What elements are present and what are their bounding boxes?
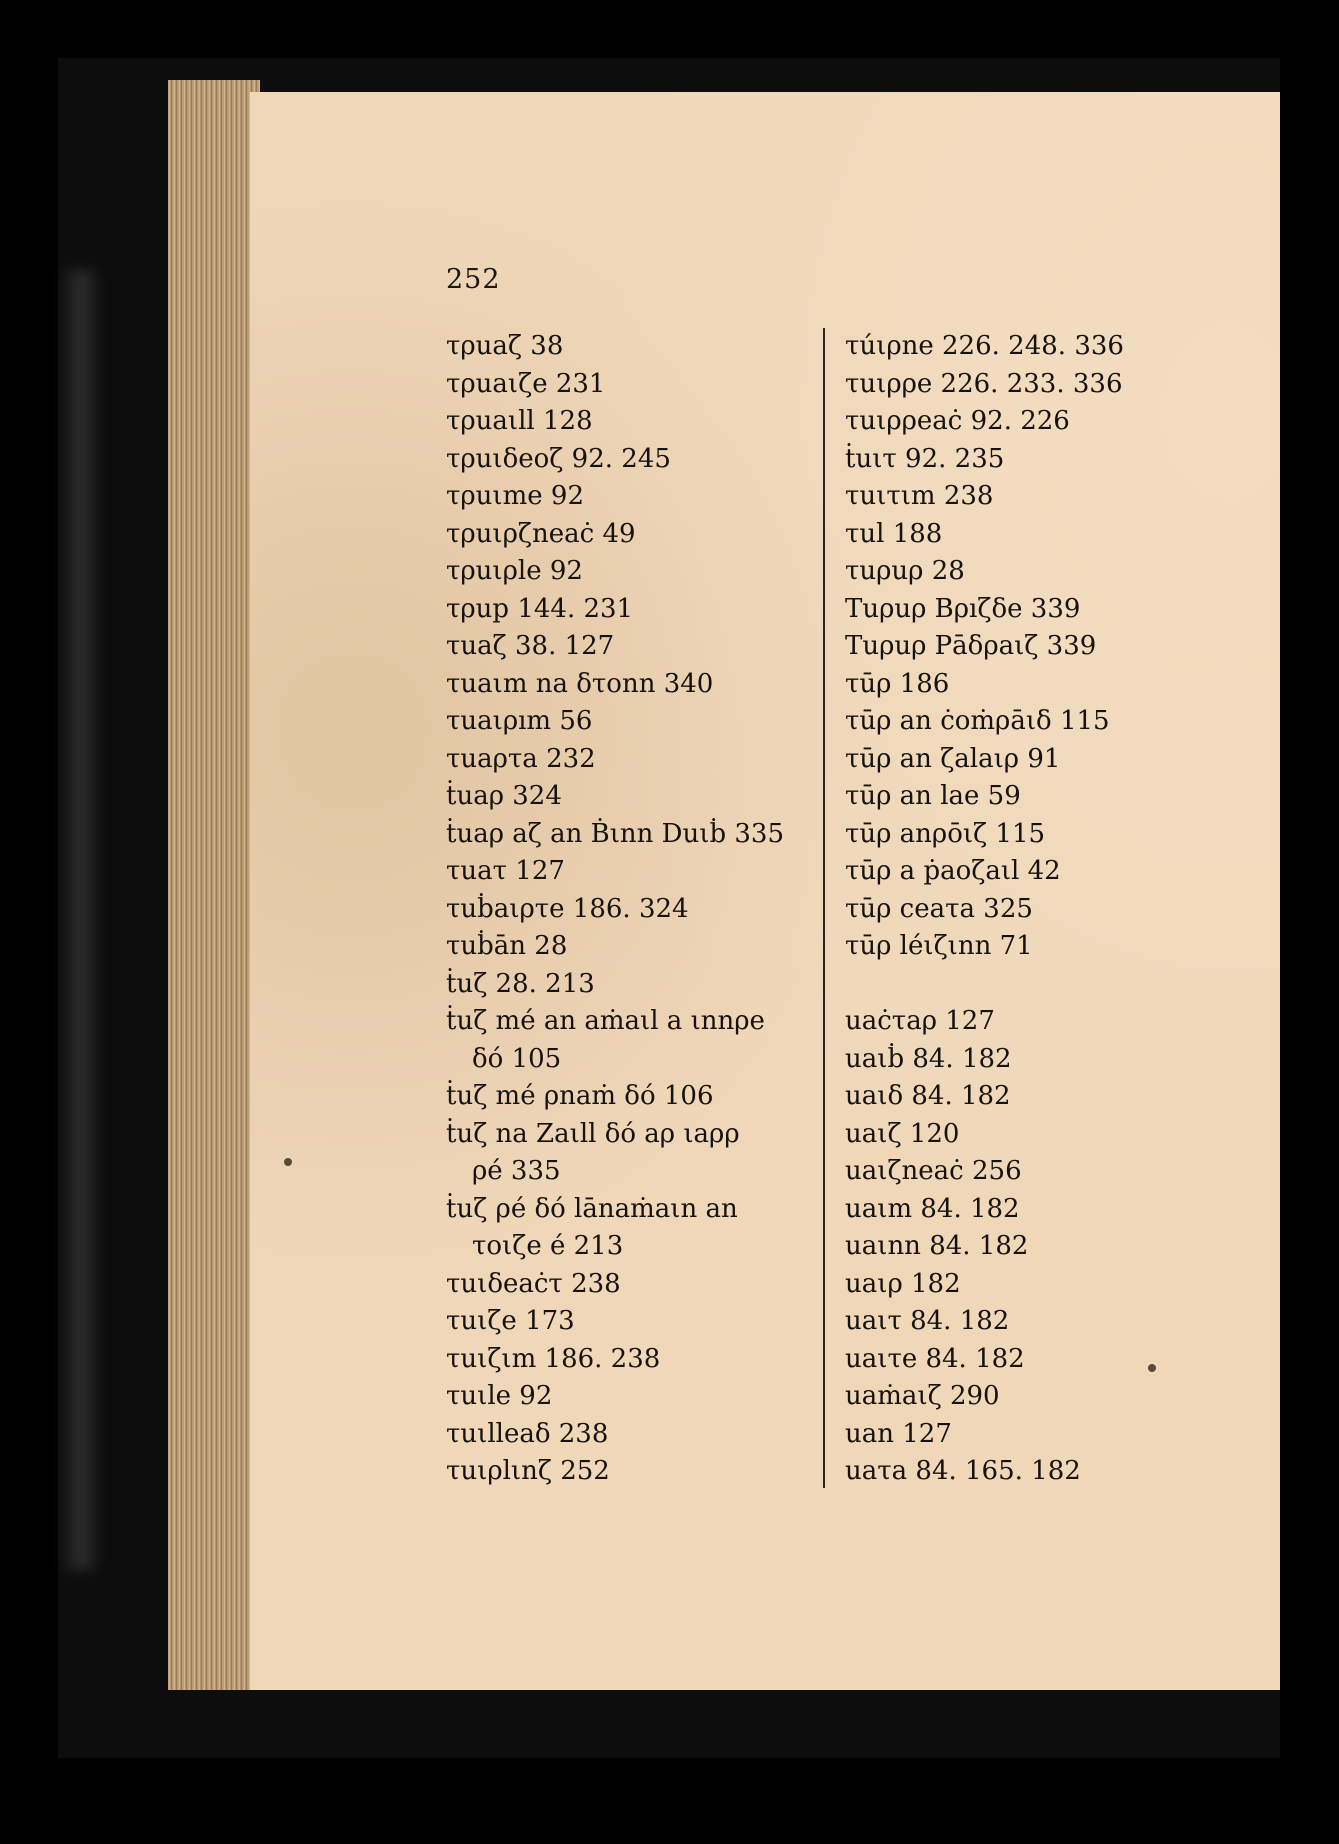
index-entry: τρuιδeoζ 92. 245: [446, 443, 671, 474]
index-entry: uaċτaρ 127: [845, 1006, 995, 1036]
index-entry: ṫuaρ 324: [446, 781, 562, 811]
index-entry: uan 127: [845, 1418, 952, 1449]
book-page-edges: [168, 80, 260, 1690]
index-entry: τūρ 186: [845, 668, 950, 699]
index-entry: ṫuζ 28. 213: [446, 968, 595, 999]
index-entry: ṫuιτ 92. 235: [845, 443, 1005, 474]
index-entry: τρuaιζe 231: [446, 368, 606, 399]
index-entry: τuaιm na δτonn 340: [446, 668, 714, 699]
index-entry: ṫuζ mé ρnaṁ δó 106: [446, 1081, 714, 1111]
paper-speck: [1148, 1364, 1156, 1372]
column-divider: [823, 328, 825, 1488]
index-entry: τūρ anρōιζ 115: [845, 818, 1046, 849]
index-entry: uaιδ 84. 182: [845, 1081, 1011, 1111]
index-entry: uaιm 84. 182: [845, 1193, 1020, 1224]
index-entry: τρuaιll 128: [446, 406, 593, 436]
index-entry: uaιρ 182: [845, 1268, 961, 1299]
index-entry: τūρ an lae 59: [845, 781, 1021, 811]
index-entry: uaιnn 84. 182: [845, 1231, 1029, 1261]
index-entry: τuḃaιρτe 186. 324: [446, 893, 689, 924]
index-entry: τuιζιm 186. 238: [446, 1343, 661, 1374]
index-entry: τuιρlιnζ 252: [446, 1456, 610, 1486]
index-entry: τūρ léιζιnn 71: [845, 931, 1033, 961]
index-entry: uaιζ 120: [845, 1118, 960, 1149]
index-entry: τúιρne 226. 248. 336: [845, 331, 1124, 361]
index-entry: ṫuaρ aζ an Ḃιnn Duιḃ 335: [446, 818, 784, 849]
index-entry: ṫuζ mé an aṁaιl a ιnnρe: [446, 1006, 765, 1036]
index-entry: τūρ an ċoṁρāιδ 115: [845, 706, 1110, 736]
index-entry: τūρ ceaτa 325: [845, 893, 1033, 924]
index-entry: uaτa 84. 165. 182: [845, 1456, 1081, 1486]
index-entry: τūρ a ṗaoζaιl 42: [845, 856, 1061, 886]
paper-speck: [284, 1158, 292, 1166]
index-entry: uaιζneaċ 256: [845, 1156, 1022, 1186]
index-entry: uaιτe 84. 182: [845, 1343, 1025, 1374]
index-entry: τuιδeaċτ 238: [446, 1268, 621, 1299]
index-entry: τρuιρle 92: [446, 556, 583, 586]
index-entry: ṫuζ ρé δó lānaṁaιn an: [446, 1193, 738, 1224]
index-entry-continuation: δó 105: [472, 1043, 562, 1074]
index-entry: uaιτ 84. 182: [845, 1306, 1010, 1336]
index-entry-continuation: τoιζe é 213: [472, 1231, 624, 1261]
sleeve-reflection: [62, 270, 100, 1570]
index-entry: τuιρρeaċ 92. 226: [845, 406, 1070, 436]
index-entry: τul 188: [845, 518, 943, 549]
index-entry: τρuaζ 38: [446, 331, 564, 361]
index-entry: τuιρρe 226. 233. 336: [845, 368, 1123, 399]
index-entry: τuιle 92: [446, 1381, 553, 1411]
index-entry: τuḃān 28: [446, 931, 568, 961]
index-column-right: [845, 328, 1175, 1491]
index-entry: τρup 144. 231: [446, 593, 634, 624]
index-entry-continuation: ρé 335: [472, 1156, 561, 1186]
index-entry: τuaζ 38. 127: [446, 631, 615, 661]
index-entry: uaιḃ 84. 182: [845, 1043, 1012, 1074]
index-entry: τuιζe 173: [446, 1306, 575, 1336]
index-entry: τuρuρ 28: [845, 556, 965, 586]
page-number: 252: [446, 264, 501, 295]
index-entry: τuaτ 127: [446, 856, 565, 886]
index-entry: τuaιρım 56: [446, 706, 593, 736]
index-entry: uaṁaιζ 290: [845, 1381, 1000, 1411]
index-entry: τρuιme 92: [446, 481, 584, 511]
index-entry: τuaρτa 232: [446, 743, 596, 774]
index-entry: Tuρuρ Bρıζδe 339: [845, 593, 1081, 624]
index-column-left: [446, 328, 816, 1491]
index-entry: Tuρuρ Pāδρaιζ 339: [845, 631, 1097, 661]
index-entry: τūρ an ζalaιρ 91: [845, 743, 1061, 774]
section-gap: [845, 966, 1175, 1004]
index-entry: τρuιρζneaċ 49: [446, 518, 636, 549]
index-entry: τuιlleaδ 238: [446, 1418, 609, 1449]
index-entry: τuιτιm 238: [845, 481, 994, 511]
index-entry: ṫuζ na Ζaιll δó aρ ιaρρ: [446, 1118, 740, 1149]
